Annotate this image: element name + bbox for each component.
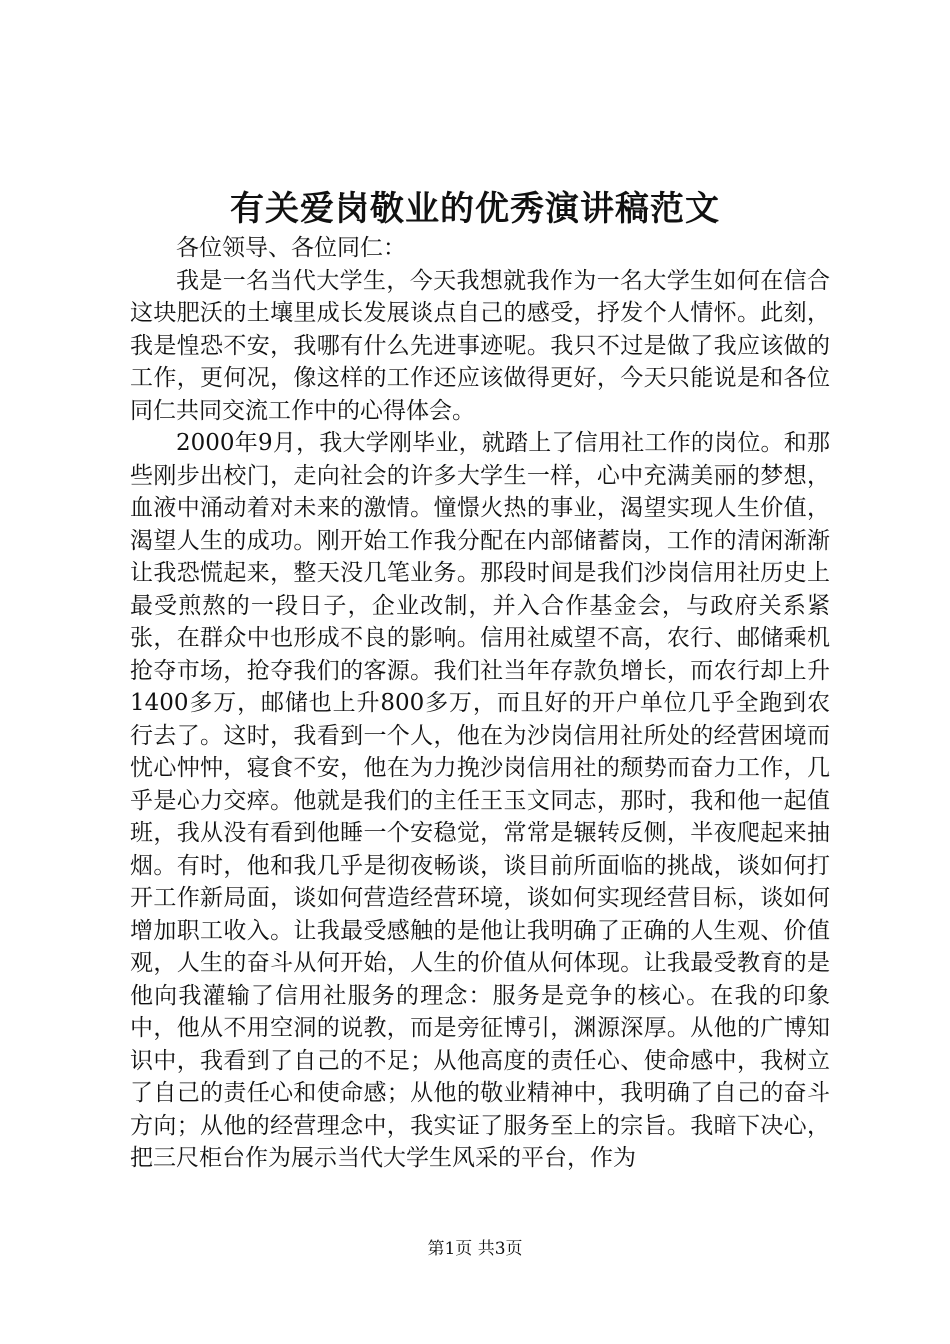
body-paragraph: 2000年9月，我大学刚毕业，就踏上了信用社工作的岗位。和那些刚步出校门，走向社会的许多大学生一样，心中充满美丽的梦想，血液中涌动着对未来的激情。憧憬火热的事业，渴望实现人生价值，渴望人生的成功。刚开始工作我分配在内部储蓄岗，工作的清闲渐渐让我恐慌起来，整天没几笔业务。那段时间是我们沙岗信用社历史上最受煎熬的一段日子，企业改制，并入合作基金会，与政府关系紧张，在群众中也形成不良的影响。信用社威望不高，农行、邮储乘机抢夺市场，抢夺我们的客源。我们社当年存款负增长，而农行却上升1400多万，邮储也上升800多万，而且好的开户单位几乎全跑到农行去了。这时，我看到一个人，他在为沙岗信用社所处的经营困境而忧心忡忡，寝食不安，他在为力挽沙岗信用社的颓势而奋力工作，几乎是心力交瘁。他就是我们的主任王玉文同志，那时，我和他一起值班，我从没有看到他睡一个安稳觉，常常是辗转反侧，半夜爬起来抽烟。有时，他和我几乎是彻夜畅谈，谈目前所面临的挑战，谈如何打开工作新局面，谈如何营造经营环境，谈如何实现经营目标，谈如何增加职工收入。让我最受感触的是他让我明确了正确的人生观、价值观，人生的奋斗从何开始，人生的价值从何体现。让我最受教育的是他向我灌输了信用社服务的理念：服务是竞争的核心。在我的印象中，他从不用空洞的说教，而是旁征博引，渊源深厚。从他的广博知识中，我看到了自己的不足；从他高度的责任心、使命感中，我树立了自己的责任心和使命感；从他的敬业精神中，我明确了自己的奋斗方向；从他的经营理念中，我实证了服务至上的宗旨。我暗下决心，把三尺柜台作为展示当代大学生风采的平台，作为 bbox=[130, 430, 830, 1171]
salutation-paragraph: 各位领导、各位同仁： bbox=[176, 235, 406, 261]
document-body bbox=[130, 232, 830, 1175]
page-number-footer: 第1页 共3页 bbox=[427, 1239, 523, 1259]
body-paragraph: 我是一名当代大学生，今天我想就我作为一名大学生如何在信合这块肥沃的土壤里成长发展谈点自己的感受，抒发个人情怀。此刻，我是惶恐不安，我哪有什么先进事迹呢。我只不过是做了我应该做的工作，更何况，像这样的工作还应该做得更好，今天只能说是和各位同仁共同交流工作中的心得体会。 bbox=[130, 267, 830, 424]
document-title: 有关爱岗敬业的优秀演讲稿范文 bbox=[230, 189, 720, 229]
